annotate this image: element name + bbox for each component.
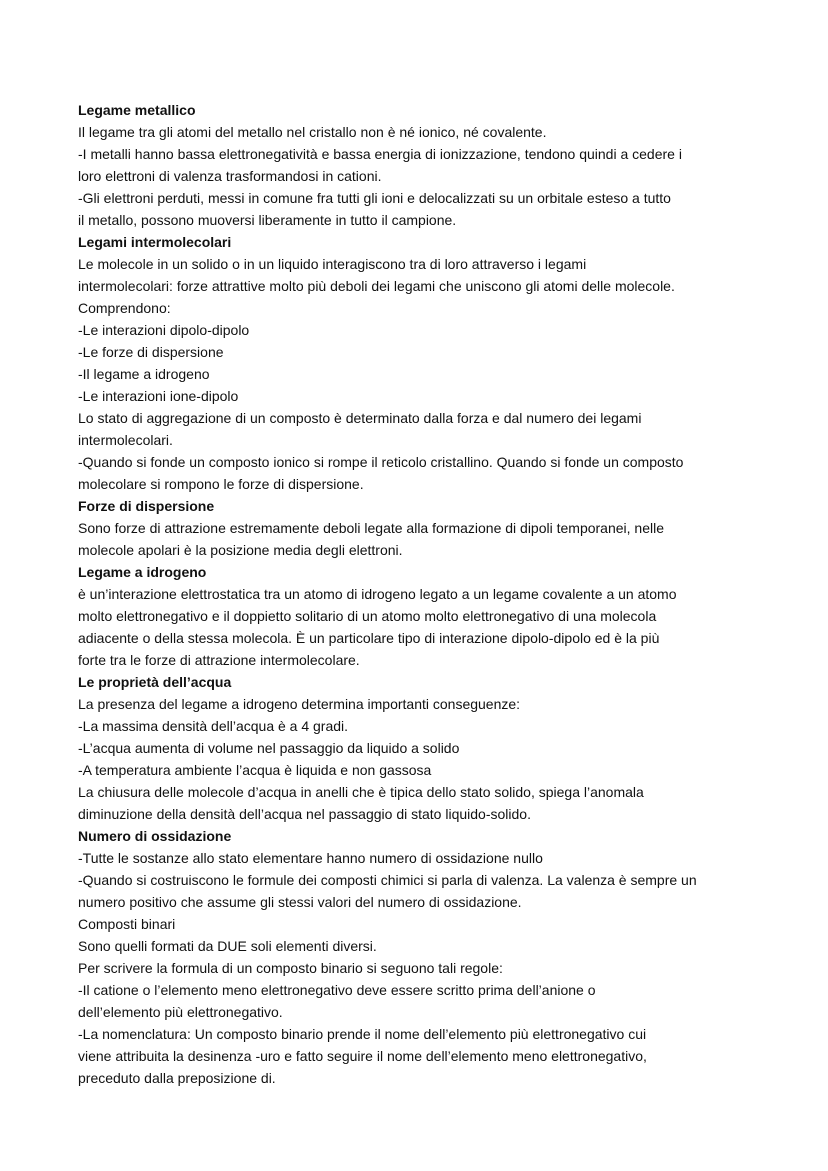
- text-line: -Le forze di dispersione: [78, 344, 224, 360]
- text-line: intermolecolari: forze attrattive molto più deboli dei legami che uniscono gli atomi delle molecole.: [78, 278, 675, 294]
- text-line: La presenza del legame a idrogeno determina importanti conseguenze:: [78, 696, 521, 712]
- text-line: loro elettroni di valenza trasformandosi in cationi.: [78, 168, 382, 184]
- text-line: Sono forze di attrazione estremamente deboli legate alla formazione di dipoli temporanei, nelle: [78, 520, 665, 536]
- text-line: -Tutte le sostanze allo stato elementare hanno numero di ossidazione nullo: [78, 850, 543, 866]
- text-line: -Il catione o l’elemento meno elettronegativo deve essere scritto prima dell’anione o: [78, 982, 596, 998]
- text-line: è un’interazione elettrostatica tra un atomo di idrogeno legato a un legame covalente a un atomo: [78, 586, 677, 602]
- text-line: Le molecole in un solido o in un liquido interagiscono tra di loro attraverso i legami: [78, 256, 587, 272]
- text-line: viene attribuita la desinenza -uro e fatto seguire il nome dell’elemento meno elettronegativo,: [78, 1048, 647, 1064]
- section-heading: Legame a idrogeno: [78, 564, 207, 580]
- text-line: -L’acqua aumenta di volume nel passaggio da liquido a solido: [78, 740, 460, 756]
- text-line: -A temperatura ambiente l’acqua è liquida e non gassosa: [78, 762, 432, 778]
- text-line: Per scrivere la formula di un composto binario si seguono tali regole:: [78, 960, 503, 976]
- text-line: preceduto dalla preposizione di.: [78, 1070, 276, 1086]
- text-line: -Il legame a idrogeno: [78, 366, 210, 382]
- text-line: Sono quelli formati da DUE soli elementi diversi.: [78, 938, 377, 954]
- text-line: Il legame tra gli atomi del metallo nel cristallo non è né ionico, né covalente.: [78, 124, 547, 140]
- text-line: -Le interazioni dipolo-dipolo: [78, 322, 250, 338]
- text-line: -Quando si costruiscono le formule dei composti chimici si parla di valenza. La valenza è sempre un: [78, 872, 697, 888]
- text-line: -Le interazioni ione-dipolo: [78, 388, 239, 404]
- document-body: [78, 99, 798, 1089]
- text-line: dell’elemento più elettronegativo.: [78, 1004, 283, 1020]
- section-heading: Forze di dispersione: [78, 498, 215, 514]
- text-line: -I metalli hanno bassa elettronegatività e bassa energia di ionizzazione, tendono quindi a cedere i: [78, 146, 682, 162]
- text-line: La chiusura delle molecole d’acqua in anelli che è tipica dello stato solido, spiega l’anomala: [78, 784, 644, 800]
- text-line: adiacente o della stessa molecola. È un particolare tipo di interazione dipolo-dipolo ed è la più: [78, 630, 660, 646]
- text-line: Composti binari: [78, 916, 176, 932]
- text-line: il metallo, possono muoversi liberamente in tutto il campione.: [78, 212, 457, 228]
- text-line: molecole apolari è la posizione media degli elettroni.: [78, 542, 403, 558]
- text-line: Comprendono:: [78, 300, 171, 316]
- text-line: numero positivo che assume gli stessi valori del numero di ossidazione.: [78, 894, 522, 910]
- text-line: forte tra le forze di attrazione intermolecolare.: [78, 652, 360, 668]
- text-line: -La nomenclatura: Un composto binario prende il nome dell’elemento più elettronegativo cui: [78, 1026, 647, 1042]
- section-heading: Numero di ossidazione: [78, 828, 232, 844]
- section-heading: Legame metallico: [78, 102, 196, 118]
- text-line: -Quando si fonde un composto ionico si rompe il reticolo cristallino. Quando si fonde un composto: [78, 454, 684, 470]
- text-line: molto elettronegativo e il doppietto solitario di un atomo molto elettronegativo di una molecola: [78, 608, 657, 624]
- text-line: -Gli elettroni perduti, messi in comune fra tutti gli ioni e delocalizzati su un orbitale esteso a tutto: [78, 190, 671, 206]
- text-line: diminuzione della densità dell’acqua nel passaggio di stato liquido-solido.: [78, 806, 531, 822]
- text-line: molecolare si rompono le forze di dispersione.: [78, 476, 364, 492]
- section-heading: Le proprietà dell’acqua: [78, 674, 232, 690]
- section-heading: Legami intermolecolari: [78, 234, 232, 250]
- text-line: -La massima densità dell’acqua è a 4 gradi.: [78, 718, 349, 734]
- text-line: intermolecolari.: [78, 432, 173, 448]
- text-line: Lo stato di aggregazione di un composto è determinato dalla forza e dal numero dei legami: [78, 410, 642, 426]
